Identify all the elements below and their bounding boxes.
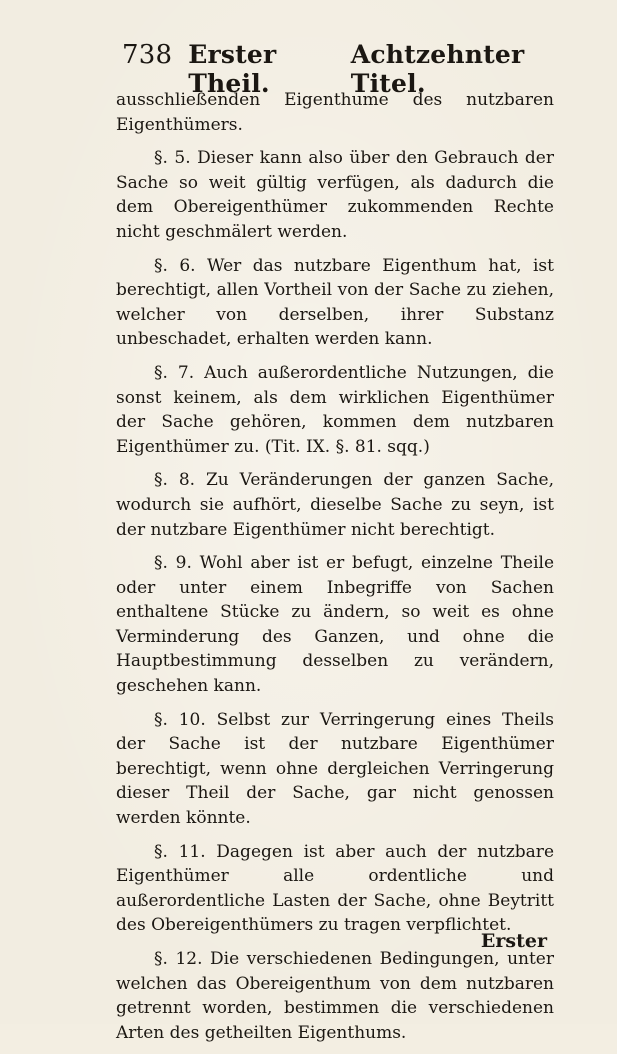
paragraph-continuation: ausschließenden Eigenthume des nutzbaren Eigenthümers. (116, 90, 554, 135)
page-number: 738 (122, 40, 173, 70)
paragraph-section-9: §. 9. Wohl aber ist er befugt, einzelne Theile oder unter einem Inbegriffe von Sachen enthaltene Stücke zu ändern, so weit es ohne Verminderung des Ganzen, und ohne die Hauptbestimmung desselben zu verändern, geschehen kann. (116, 553, 554, 697)
paragraph-section-6: §. 6. Wer das nutzbare Eigenthum hat, ist berechtigt, allen Vortheil von der Sache zu ziehen, welcher von derselben, ihrer Substanz unbeschadet, erhalten werden kann. (116, 255, 554, 350)
paragraph-section-11: §. 11. Dagegen ist aber auch der nutzbare Eigenthümer alle ordentliche und außerordentliche Lasten der Sache, ohne Beytritt des Obereigenthümers zu tragen verpflichtet. (116, 841, 554, 936)
page-header (122, 40, 562, 98)
paragraph-section-10: §. 10. Selbst zur Verringerung eines Theils der Sache ist der nutzbare Eigenthümer berechtigt, wenn ohne dergleichen Verringerung dieser Theil der Sache, gar nicht genossen werden könnte. (116, 709, 554, 829)
running-title-part: Erster Theil. (188, 40, 277, 98)
running-title-section: Achtzehnter Titel. (350, 40, 525, 98)
paragraph-section-12: §. 12. Die verschiedenen Bedingungen, unter welchen das Obereigenthum von dem nutzbaren getrennt worden, bestimmen die verschiedenen Arten des getheilten Eigenthums. (116, 949, 554, 1043)
paragraph-section-8: §. 8. Zu Veränderungen der ganzen Sache, wodurch sie aufhört, dieselbe Sache zu seyn, ist der nutzbare Eigenthümer nicht berechtigt. (116, 470, 554, 540)
body-text (116, 88, 554, 1054)
catchword: Erster (480, 930, 547, 952)
paragraph-section-7: §. 7. Auch außerordentliche Nutzungen, die sonst keinem, als dem wirklichen Eigenthümer der Sache gehören, kommen dem nutzbaren Eigenthümer zu. (Tit. IX. §. 81. sqq.) (116, 362, 554, 457)
paragraph-section-5: §. 5. Dieser kann also über den Gebrauch der Sache so weit gültig verfügen, als dadurch die dem Obereigenthümer zukommenden Rechte nicht geschmälert werden. (116, 148, 554, 242)
